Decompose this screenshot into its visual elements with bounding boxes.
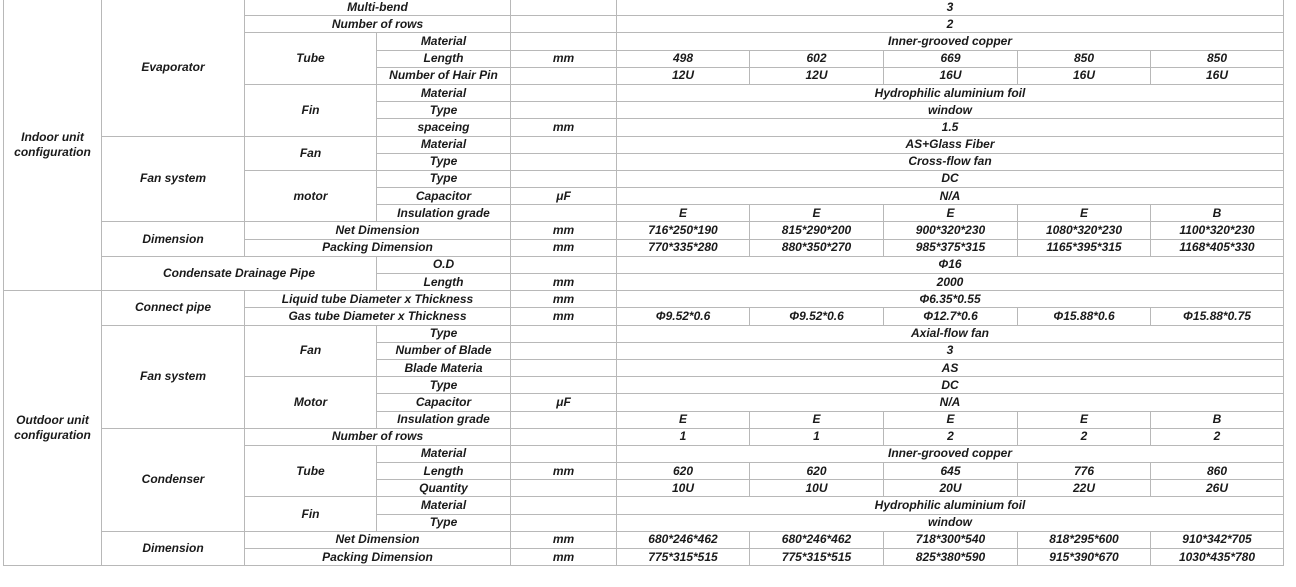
- spec-table: [3, 0, 1284, 566]
- table-cell: Φ16: [617, 256, 1284, 273]
- table-cell: 16U: [1151, 67, 1284, 84]
- table-cell: 498: [617, 50, 750, 67]
- table-cell: [511, 497, 617, 514]
- table-cell: Inner-grooved copper: [617, 445, 1284, 462]
- table-cell: Insulation grade: [377, 411, 511, 428]
- table-cell: 602: [750, 50, 884, 67]
- table-cell: [511, 359, 617, 376]
- table-cell: DC: [617, 170, 1284, 187]
- table-cell: N/A: [617, 188, 1284, 205]
- table-cell: E: [617, 205, 750, 222]
- table-cell: [511, 411, 617, 428]
- table-cell: Axial-flow fan: [617, 325, 1284, 342]
- table-cell: 645: [884, 463, 1018, 480]
- table-cell: Evaporator: [102, 0, 245, 136]
- table-cell: 825*380*590: [884, 549, 1018, 566]
- table-cell: E: [750, 205, 884, 222]
- table-cell: 680*246*462: [750, 531, 884, 548]
- table-cell: 718*300*540: [884, 531, 1018, 548]
- table-cell: 900*320*230: [884, 222, 1018, 239]
- table-cell: 680*246*462: [617, 531, 750, 548]
- table-cell: E: [884, 205, 1018, 222]
- table-cell: mm: [511, 549, 617, 566]
- table-cell: 1: [750, 428, 884, 445]
- table-cell: Outdoor unit configuration: [4, 291, 102, 566]
- table-cell: Type: [377, 102, 511, 119]
- table-cell: Length: [377, 274, 511, 291]
- table-cell: E: [750, 411, 884, 428]
- table-cell: Liquid tube Diameter x Thickness: [245, 291, 511, 308]
- table-cell: E: [884, 411, 1018, 428]
- table-cell: O.D: [377, 256, 511, 273]
- table-cell: 1100*320*230: [1151, 222, 1284, 239]
- table-cell: mm: [511, 291, 617, 308]
- table-cell: 1165*395*315: [1018, 239, 1151, 256]
- table-cell: Material: [377, 445, 511, 462]
- table-row: [4, 222, 1284, 239]
- table-cell: 880*350*270: [750, 239, 884, 256]
- table-cell: 22U: [1018, 480, 1151, 497]
- table-cell: 10U: [750, 480, 884, 497]
- table-cell: mm: [511, 531, 617, 548]
- table-cell: [511, 256, 617, 273]
- table-cell: [511, 445, 617, 462]
- table-cell: [511, 205, 617, 222]
- table-cell: [511, 136, 617, 153]
- table-cell: DC: [617, 377, 1284, 394]
- table-cell: 12U: [617, 67, 750, 84]
- table-cell: 669: [884, 50, 1018, 67]
- table-cell: [511, 342, 617, 359]
- table-cell: mm: [511, 222, 617, 239]
- table-cell: Tube: [245, 445, 377, 497]
- table-cell: Number of rows: [245, 16, 511, 33]
- table-cell: Type: [377, 170, 511, 187]
- table-cell: Capacitor: [377, 188, 511, 205]
- table-cell: [511, 153, 617, 170]
- table-cell: [511, 16, 617, 33]
- table-cell: Number of rows: [245, 428, 511, 445]
- table-row: [4, 291, 1284, 308]
- table-cell: 770*335*280: [617, 239, 750, 256]
- table-cell: mm: [511, 274, 617, 291]
- table-cell: 985*375*315: [884, 239, 1018, 256]
- table-row: [4, 428, 1284, 445]
- table-cell: Packing Dimension: [245, 549, 511, 566]
- table-cell: 1168*405*330: [1151, 239, 1284, 256]
- table-cell: mm: [511, 50, 617, 67]
- table-cell: [511, 377, 617, 394]
- table-cell: [511, 428, 617, 445]
- table-cell: AS: [617, 359, 1284, 376]
- table-cell: Φ15.88*0.6: [1018, 308, 1151, 325]
- table-cell: Fan: [245, 325, 377, 377]
- table-cell: 1.5: [617, 119, 1284, 136]
- table-row: [4, 325, 1284, 342]
- table-cell: B: [1151, 205, 1284, 222]
- table-cell: [511, 102, 617, 119]
- table-cell: Type: [377, 514, 511, 531]
- table-cell: [511, 84, 617, 101]
- table-cell: 26U: [1151, 480, 1284, 497]
- table-cell: Φ15.88*0.75: [1151, 308, 1284, 325]
- table-cell: Fan system: [102, 325, 245, 428]
- table-cell: Φ9.52*0.6: [617, 308, 750, 325]
- table-cell: Net Dimension: [245, 222, 511, 239]
- table-cell: Fan: [245, 136, 377, 170]
- table-cell: 620: [750, 463, 884, 480]
- table-cell: mm: [511, 119, 617, 136]
- table-cell: 12U: [750, 67, 884, 84]
- table-cell: 16U: [1018, 67, 1151, 84]
- table-cell: Condensate Drainage Pipe: [102, 256, 377, 290]
- table-cell: Tube: [245, 33, 377, 85]
- table-cell: 3: [617, 0, 1284, 16]
- table-cell: window: [617, 514, 1284, 531]
- table-cell: Type: [377, 153, 511, 170]
- table-cell: Number of Blade: [377, 342, 511, 359]
- table-cell: 1: [617, 428, 750, 445]
- table-cell: [511, 514, 617, 531]
- table-cell: 915*390*670: [1018, 549, 1151, 566]
- table-cell: [511, 325, 617, 342]
- table-cell: 850: [1151, 50, 1284, 67]
- table-cell: 776: [1018, 463, 1151, 480]
- table-cell: Packing Dimension: [245, 239, 511, 256]
- table-cell: motor: [245, 170, 377, 222]
- table-row: [4, 256, 1284, 273]
- table-cell: Φ9.52*0.6: [750, 308, 884, 325]
- table-cell: 818*295*600: [1018, 531, 1151, 548]
- table-cell: Fin: [245, 84, 377, 136]
- table-cell: 1030*435*780: [1151, 549, 1284, 566]
- table-cell: Fan system: [102, 136, 245, 222]
- table-cell: Condenser: [102, 428, 245, 531]
- table-cell: 16U: [884, 67, 1018, 84]
- table-cell: Inner-grooved copper: [617, 33, 1284, 50]
- table-cell: Net Dimension: [245, 531, 511, 548]
- table-cell: window: [617, 102, 1284, 119]
- table-cell: mm: [511, 463, 617, 480]
- table-cell: E: [1018, 411, 1151, 428]
- table-cell: Insulation grade: [377, 205, 511, 222]
- table-cell: 2: [1151, 428, 1284, 445]
- table-cell: 3: [617, 342, 1284, 359]
- table-cell: [511, 480, 617, 497]
- table-cell: Material: [377, 84, 511, 101]
- table-cell: Φ6.35*0.55: [617, 291, 1284, 308]
- table-cell: [511, 67, 617, 84]
- table-cell: Connect pipe: [102, 291, 245, 325]
- table-cell: Dimension: [102, 222, 245, 256]
- table-cell: Multi-bend: [245, 0, 511, 16]
- table-row: [4, 531, 1284, 548]
- table-cell: AS+Glass Fiber: [617, 136, 1284, 153]
- table-cell: 815*290*200: [750, 222, 884, 239]
- table-cell: 860: [1151, 463, 1284, 480]
- table-cell: Hydrophilic aluminium foil: [617, 497, 1284, 514]
- table-cell: 850: [1018, 50, 1151, 67]
- table-cell: 1080*320*230: [1018, 222, 1151, 239]
- table-cell: Quantity: [377, 480, 511, 497]
- table-cell: 2: [1018, 428, 1151, 445]
- table-cell: mm: [511, 239, 617, 256]
- table-cell: μF: [511, 188, 617, 205]
- table-cell: Dimension: [102, 531, 245, 565]
- table-cell: 20U: [884, 480, 1018, 497]
- table-cell: 10U: [617, 480, 750, 497]
- table-cell: Hydrophilic aluminium foil: [617, 84, 1284, 101]
- table-cell: spaceing: [377, 119, 511, 136]
- table-cell: Type: [377, 377, 511, 394]
- table-cell: Material: [377, 33, 511, 50]
- table-cell: Fin: [245, 497, 377, 531]
- table-cell: 910*342*705: [1151, 531, 1284, 548]
- table-cell: μF: [511, 394, 617, 411]
- table-cell: [511, 33, 617, 50]
- table-cell: Length: [377, 50, 511, 67]
- table-cell: Number of Hair Pin: [377, 67, 511, 84]
- table-cell: E: [617, 411, 750, 428]
- table-cell: 775*315*515: [750, 549, 884, 566]
- table-cell: [511, 0, 617, 16]
- table-cell: 620: [617, 463, 750, 480]
- table-cell: N/A: [617, 394, 1284, 411]
- table-cell: Material: [377, 497, 511, 514]
- table-cell: 2000: [617, 274, 1284, 291]
- indoor-unit-label: Indoor unit configuration: [4, 0, 102, 291]
- table-row: [4, 136, 1284, 153]
- table-cell: 2: [617, 16, 1284, 33]
- table-cell: Capacitor: [377, 394, 511, 411]
- table-cell: Material: [377, 136, 511, 153]
- table-cell: B: [1151, 411, 1284, 428]
- table-cell: Φ12.7*0.6: [884, 308, 1018, 325]
- table-cell: Length: [377, 463, 511, 480]
- table-cell: 775*315*515: [617, 549, 750, 566]
- table-cell: [511, 170, 617, 187]
- table-cell: Cross-flow fan: [617, 153, 1284, 170]
- table-cell: Motor: [245, 377, 377, 429]
- table-cell: 2: [884, 428, 1018, 445]
- table-cell: Gas tube Diameter x Thickness: [245, 308, 511, 325]
- table-cell: Type: [377, 325, 511, 342]
- table-cell: E: [1018, 205, 1151, 222]
- table-cell: mm: [511, 308, 617, 325]
- table-cell: Blade Materia: [377, 359, 511, 376]
- table-row: [4, 0, 1284, 16]
- table-cell: 716*250*190: [617, 222, 750, 239]
